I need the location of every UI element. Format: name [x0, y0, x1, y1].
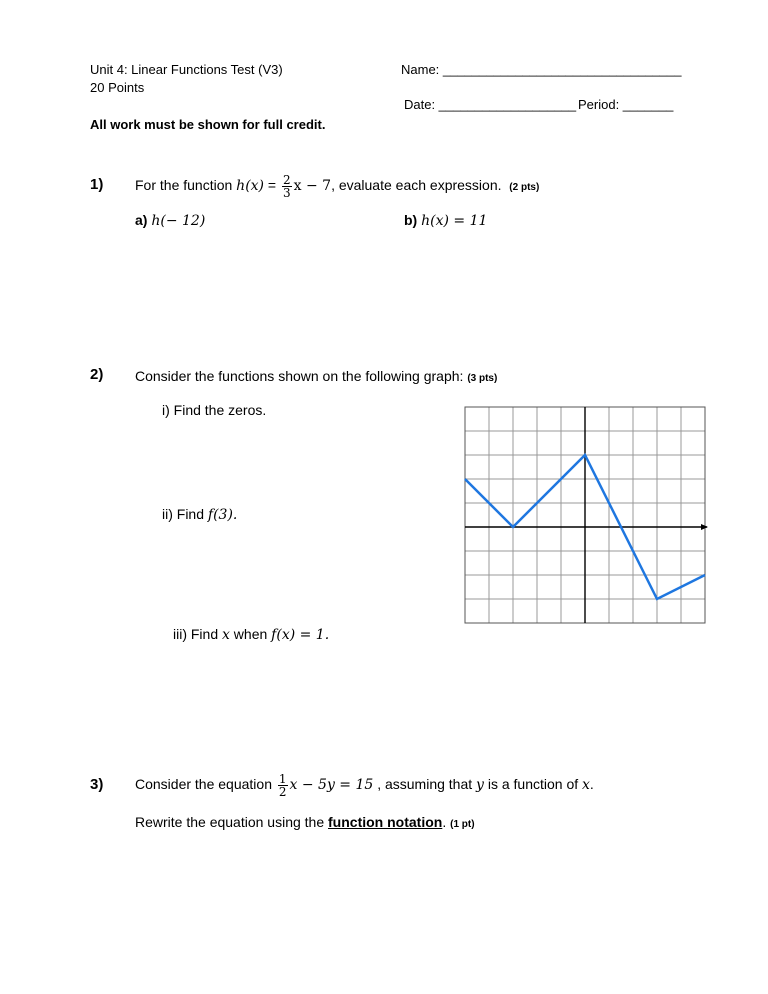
q1-func: h(x)	[236, 178, 265, 194]
q2-ii-prefix: ii) Find	[162, 506, 208, 522]
q2-iii-mid: when	[229, 626, 272, 642]
q2-iii-expr: f(x) = 1.	[271, 627, 330, 643]
test-title: Unit 4: Linear Functions Test (V3)	[90, 62, 283, 77]
function-graph	[462, 404, 708, 649]
q1-part-a	[135, 212, 205, 229]
q1-points: (2 pts)	[509, 182, 540, 193]
instructions: All work must be shown for full credit.	[90, 117, 326, 132]
question-1-prompt	[135, 172, 539, 201]
q3-equation: x − 5y = 15	[289, 777, 374, 793]
q3-prefix: Consider the equation	[135, 776, 276, 792]
q3-mid2: is a function of	[483, 776, 583, 792]
q1-b-label: b)	[404, 212, 418, 228]
q1-a-label: a)	[135, 212, 148, 228]
q2-ii-expr: f(3).	[207, 507, 238, 523]
q3-mid: , assuming that	[373, 776, 477, 792]
q1-a-expr: h(− 12)	[151, 213, 206, 229]
question-3-prompt	[135, 770, 594, 799]
q3-fraction	[278, 773, 288, 798]
total-points: 20 Points	[90, 80, 145, 95]
q2-part-ii	[162, 506, 237, 523]
q3-rewrite-prefix: Rewrite the equation using the	[135, 814, 329, 830]
period-field[interactable]: Period: _______	[578, 97, 674, 112]
question-2-prompt	[135, 368, 497, 384]
q3-end: .	[589, 776, 594, 792]
date-field[interactable]: Date: ___________________	[404, 97, 577, 112]
q2-part-iii	[173, 626, 329, 643]
q1-fraction	[282, 174, 292, 199]
q2-prompt-text: Consider the functions shown on the following graph:	[135, 368, 464, 384]
q2-iii-var: x	[222, 627, 230, 643]
q3-rewrite-suffix: .	[442, 814, 451, 830]
q2-iii-prefix: iii) Find	[173, 626, 223, 642]
q1-equals: =	[264, 177, 280, 193]
name-field[interactable]: Name: _________________________________	[401, 62, 682, 77]
q3-var-y: y	[476, 777, 484, 793]
q1-suffix: , evaluate each expression.	[331, 177, 502, 193]
q3-frac-den: 2	[278, 784, 287, 799]
q2-part-i: i) Find the zeros.	[162, 402, 267, 418]
q3-frac-num: 1	[278, 771, 287, 786]
q3-var-x: x	[582, 777, 590, 793]
q1-prefix: For the function	[135, 177, 237, 193]
q3-points: (1 pt)	[450, 819, 475, 830]
q3-rewrite	[135, 814, 475, 830]
question-1-number: 1)	[90, 176, 104, 193]
q2-points: (3 pts)	[467, 373, 498, 384]
q1-frac-den: 3	[282, 185, 291, 200]
q1-rest: x − 7	[293, 178, 332, 194]
question-2-number: 2)	[90, 366, 104, 383]
question-3-number: 3)	[90, 776, 104, 793]
q3-function-notation: function notation	[328, 814, 443, 830]
q1-part-b	[404, 212, 487, 229]
q1-frac-num: 2	[282, 172, 291, 187]
q1-b-expr: h(x) = 11	[421, 213, 488, 229]
